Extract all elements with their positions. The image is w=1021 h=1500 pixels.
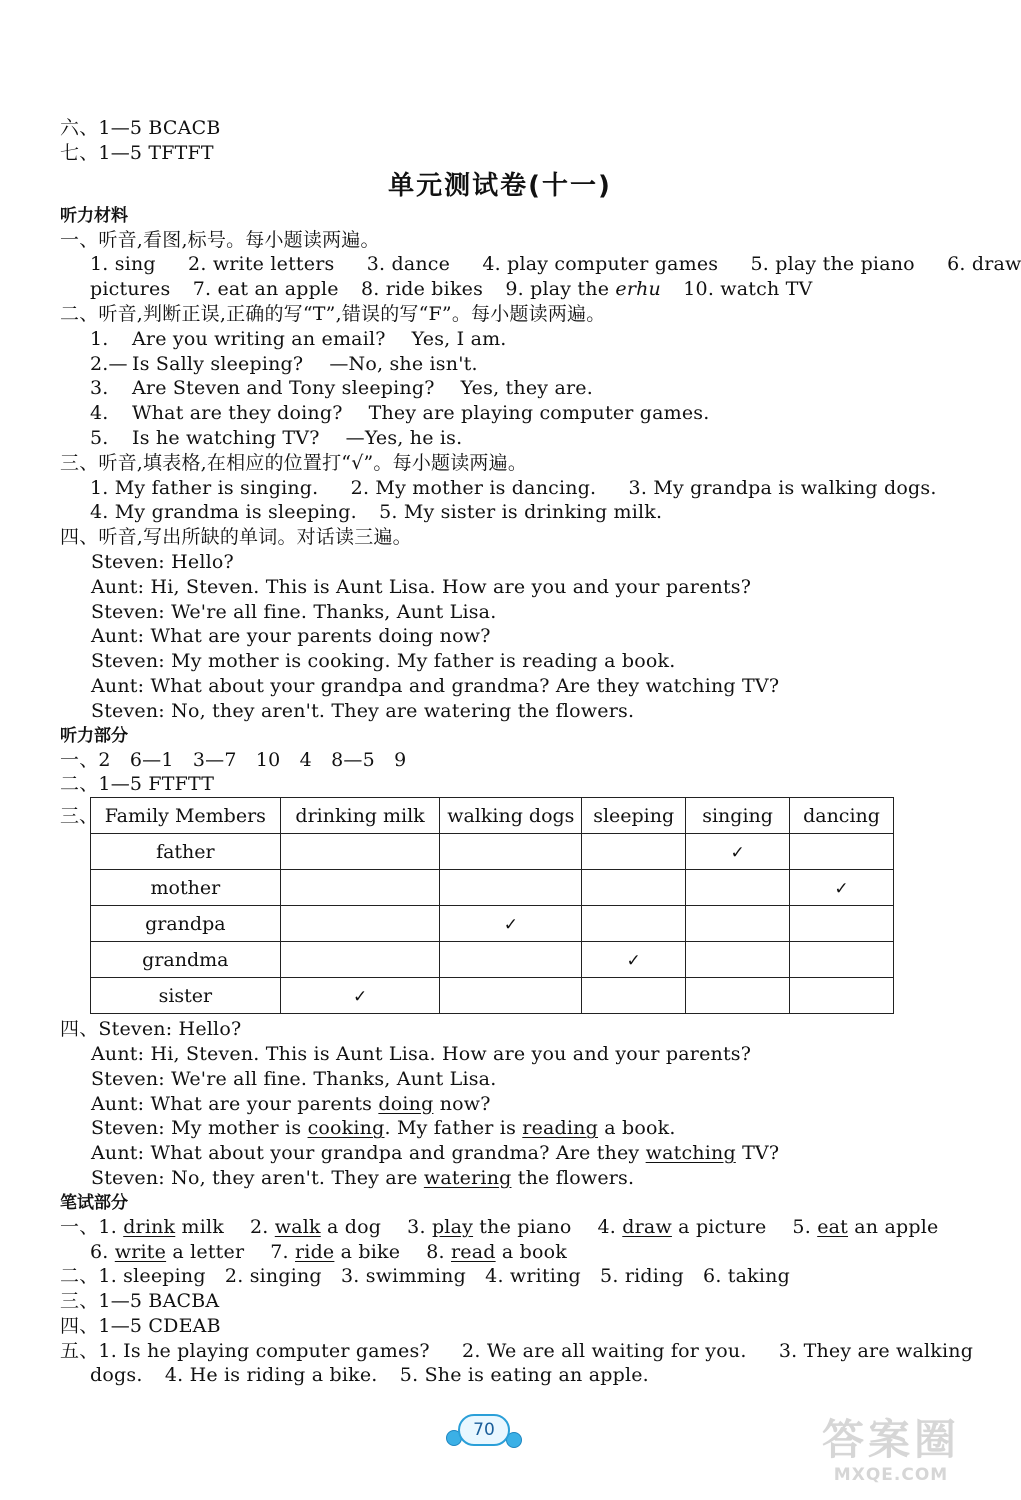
lp-dialog-line: Steven: We're all fine. Thanks, Aunt Lisa. [91,1067,497,1090]
table-header-cell: sleeping [582,798,686,834]
dialog-text: a book. [604,1117,676,1140]
lm-s3-item: 2. My mother is dancing. [350,476,597,499]
wp1-phrase [270,1241,400,1263]
watermark-logo [796,1416,986,1494]
filled-word: ride [295,1240,335,1263]
table-header-cell: Family Members [91,798,281,834]
lm-s3-item: 4. My grandma is sleeping. [90,501,357,524]
filled-word: watching [645,1142,736,1165]
lp-dialog-line [60,1116,940,1141]
lm-section4-heading: 四、听音,写出所缺的单词。对话读三遍。 [60,526,412,549]
lm-section3-line2 [60,500,940,525]
wp1-phrase [426,1241,567,1263]
filled-word: watering [423,1166,512,1189]
wp-answer-two: 二、1. sleeping 2. singing 3. swimming 4. writing 5. riding 6. taking [60,1265,790,1288]
phrase-rest: a letter [172,1240,245,1263]
family-activity-table [90,797,894,1014]
table-row [91,978,894,1014]
empty-cell [790,942,894,978]
lm-section1-line2 [60,277,940,302]
filled-word: write [114,1240,167,1263]
dialog-text: Steven: No, they aren't. They are [91,1166,418,1189]
wp5-sentence: 五、1. Is he playing computer games? [60,1339,430,1362]
lm-s1-item: 5. play the piano [750,253,915,276]
table-row [91,906,894,942]
lm-s1-item: pictures [90,278,171,301]
lm-s2-item [60,401,940,426]
lm-dialog-line: Steven: We're all fine. Thanks, Aunt Lisa. [91,600,497,623]
phrase-number: 6. [90,1240,109,1263]
lp-answer-three [60,797,940,1017]
filled-word: walk [274,1215,321,1238]
family-member-cell: grandpa [91,906,281,942]
filled-word: reading [522,1117,598,1140]
table-header-cell: dancing [790,798,894,834]
lm-s1-item: 9. play the [505,278,610,301]
lp-dialog-line [60,1166,940,1191]
check-mark-cell [790,870,894,906]
listening-part-heading: 听力部分 [60,725,128,746]
empty-cell [280,870,440,906]
lm-s3-item: 5. My sister is drinking milk. [379,501,663,524]
check-mark-cell [686,834,790,870]
lm-s1-item: 10. watch TV [683,278,813,301]
lm-section2-heading: 二、听音,判断正误,正确的写“T”,错误的写“F”。每小题读两遍。 [60,302,606,325]
lp-answer-one: 一、2 6—1 3—7 10 4 8—5 9 [60,748,407,771]
phrase-rest: an apple [854,1215,939,1238]
question-text: What are they doing? [132,402,343,425]
lp-dialog-line [60,1092,940,1117]
table-header-cell: drinking milk [280,798,440,834]
written-part-heading: 笔试部分 [60,1192,128,1213]
filled-word: draw [622,1215,672,1238]
phrase-rest: a bike [340,1240,401,1263]
empty-cell [440,978,582,1014]
phrase-number: 5. [792,1215,811,1238]
empty-cell [582,906,686,942]
lm-s1-item: 2. write letters [188,253,335,276]
page-number: 70 [458,1414,510,1446]
phrase-rest: a picture [678,1215,767,1238]
wp1-phrase [598,1216,767,1238]
lm-s1-item-italic: erhu [615,278,661,301]
item-number: 5. [90,426,109,449]
empty-cell [790,978,894,1014]
filled-word: doing [378,1092,434,1115]
wp-answer-three: 三、1—5 BACBA [60,1290,220,1313]
listening-material-heading: 听力材料 [60,205,128,226]
wp1-phrase [60,1216,224,1238]
lm-s3-item: 1. My father is singing. [90,476,319,499]
item-number: 2.— [90,352,128,375]
unit-test-title: 单元测试卷(十一) [388,170,612,201]
answer-text: Yes, they are. [460,377,593,400]
phrase-rest: a book [501,1240,567,1263]
lm-s1-item: 7. eat an apple [192,278,339,301]
phrase-rest: milk [181,1215,224,1238]
lm-s1-item: 8. ride bikes [360,278,484,301]
dialog-text: now? [439,1092,491,1115]
item-number: 1. [90,327,109,350]
lm-dialog-line: Aunt: What are your parents doing now? [91,625,491,648]
wp5-sentence: dogs. [90,1364,143,1387]
phrase-rest: the piano [479,1215,572,1238]
question-text: Is he watching TV? [132,426,320,449]
phrase-rest: a dog [327,1215,382,1238]
empty-cell [686,906,790,942]
empty-cell [280,942,440,978]
check-icon: ✓ [834,878,849,899]
filled-word: read [451,1240,496,1263]
lm-dialog-line: Steven: Hello? [91,550,234,573]
phrase-number: 4. [597,1215,617,1238]
wp-answer-five-line1 [60,1339,974,1364]
answer-six: 六、1—5 BCACB [60,117,221,139]
check-icon: ✓ [503,914,518,935]
table-row [91,942,894,978]
phrase-number: 2. [250,1215,269,1238]
table-row [91,834,894,870]
answer-text: —No, she isn't. [329,352,478,375]
family-member-cell: father [91,834,281,870]
lm-s1-item: 4. play computer games [482,253,719,276]
question-text: Is Sally sleeping? [132,352,304,375]
empty-cell [280,834,440,870]
check-icon: ✓ [626,950,641,971]
lp-dialog-line [60,1141,940,1166]
phrase-number: 7. [270,1240,289,1263]
item-number: 4. [90,402,109,425]
lm-dialog-line: Aunt: What about your grandpa and grandma? Are they watching TV? [91,674,780,697]
table-row [91,870,894,906]
empty-cell [582,870,686,906]
watermark-url: MXQE.COM [833,1465,949,1485]
empty-cell [686,870,790,906]
empty-cell [440,870,582,906]
wp5-sentence: 3. They are walking [778,1339,974,1362]
phrase-number: 8. [426,1240,445,1263]
wp1-phrase [90,1241,244,1263]
dialog-text: Aunt: What about your grandpa and grandma? Are they [91,1142,640,1165]
item-number: 3. [90,377,109,400]
lm-s1-item: 6. draw [947,253,1021,276]
wp-answer-four: 四、1—5 CDEAB [60,1314,221,1337]
answer-text: Yes, I am. [411,327,507,350]
check-mark-cell [440,906,582,942]
lm-section1-line1 [60,252,1021,277]
filled-word: drink [123,1215,176,1238]
dialog-text: TV? [742,1142,780,1165]
lm-s2-item [60,426,940,451]
wp-answer-one-line2 [60,1240,940,1265]
filled-word: play [431,1215,474,1238]
empty-cell [686,942,790,978]
wp5-sentence: 2. We are all waiting for you. [462,1339,747,1362]
question-text: Are you writing an email? [132,327,386,350]
lp-dialog-line: Aunt: Hi, Steven. This is Aunt Lisa. How are you and your parents? [91,1042,752,1065]
dialog-text: the flowers. [517,1166,635,1189]
dialog-text: . My father is [384,1117,517,1140]
wp1-phrase [792,1216,938,1238]
empty-cell [790,834,894,870]
lm-dialog-line: Steven: No, they aren't. They are watering the flowers. [91,699,635,722]
answer-seven: 七、1—5 TFTFT [60,141,214,164]
page-number-badge [446,1412,522,1452]
check-icon: ✓ [352,986,368,1007]
lm-s1-item: 3. dance [366,253,451,276]
answer-text: —Yes, he is. [345,426,463,449]
family-member-cell: sister [91,978,281,1014]
lm-dialog-line: Steven: My mother is cooking. My father is reading a book. [91,650,676,673]
lm-s2-item [60,376,940,401]
empty-cell [582,834,686,870]
phrase-number: 3. [407,1215,426,1238]
wp5-sentence: 4. He is riding a bike. [164,1364,378,1387]
phrase-number: 一、1. [60,1215,117,1238]
answer-text: They are playing computer games. [368,402,710,425]
family-member-cell: mother [91,870,281,906]
wp5-sentence: 5. She is eating an apple. [399,1364,649,1387]
wp-answer-one-line1 [60,1215,940,1240]
empty-cell [790,906,894,942]
table-header-cell: walking dogs [440,798,582,834]
dialog-text: Aunt: What are your parents [91,1092,373,1115]
wp1-phrase [250,1216,381,1238]
lm-s3-item: 3. My grandpa is walking dogs. [628,476,937,499]
check-mark-cell [280,978,440,1014]
lm-section1-heading: 一、听音,看图,标号。每小题读两遍。 [60,228,380,251]
empty-cell [686,978,790,1014]
lm-section3-heading: 三、听音,填表格,在相应的位置打“√”。每小题读两遍。 [60,451,528,474]
lm-dialog-line: Aunt: Hi, Steven. This is Aunt Lisa. How are you and your parents? [91,575,752,598]
wp-answer-five-line2 [60,1363,940,1388]
question-text: Are Steven and Tony sleeping? [132,377,435,400]
filled-word: eat [817,1215,849,1238]
table-header-row [91,798,894,834]
watermark-text: 答案圈 [821,1415,960,1464]
check-mark-cell [582,942,686,978]
lp-answer-two: 二、1—5 FTFTT [60,773,215,796]
filled-word: cooking [307,1117,385,1140]
check-icon: ✓ [730,842,745,863]
lm-section3-line1 [60,476,940,501]
empty-cell [440,834,582,870]
lm-s2-item [60,327,940,352]
lm-s1-item: 1. sing [90,253,156,276]
empty-cell [280,906,440,942]
lp-answer-three-label: 三、 [60,805,99,828]
table-header-cell: singing [686,798,790,834]
empty-cell [440,942,582,978]
empty-cell [582,978,686,1014]
family-member-cell: grandma [91,942,281,978]
dialog-text: Steven: My mother is [91,1117,302,1140]
lm-s2-item [60,352,940,377]
lp-dialog-line: 四、Steven: Hello? [60,1018,242,1041]
wp1-phrase [407,1216,571,1238]
